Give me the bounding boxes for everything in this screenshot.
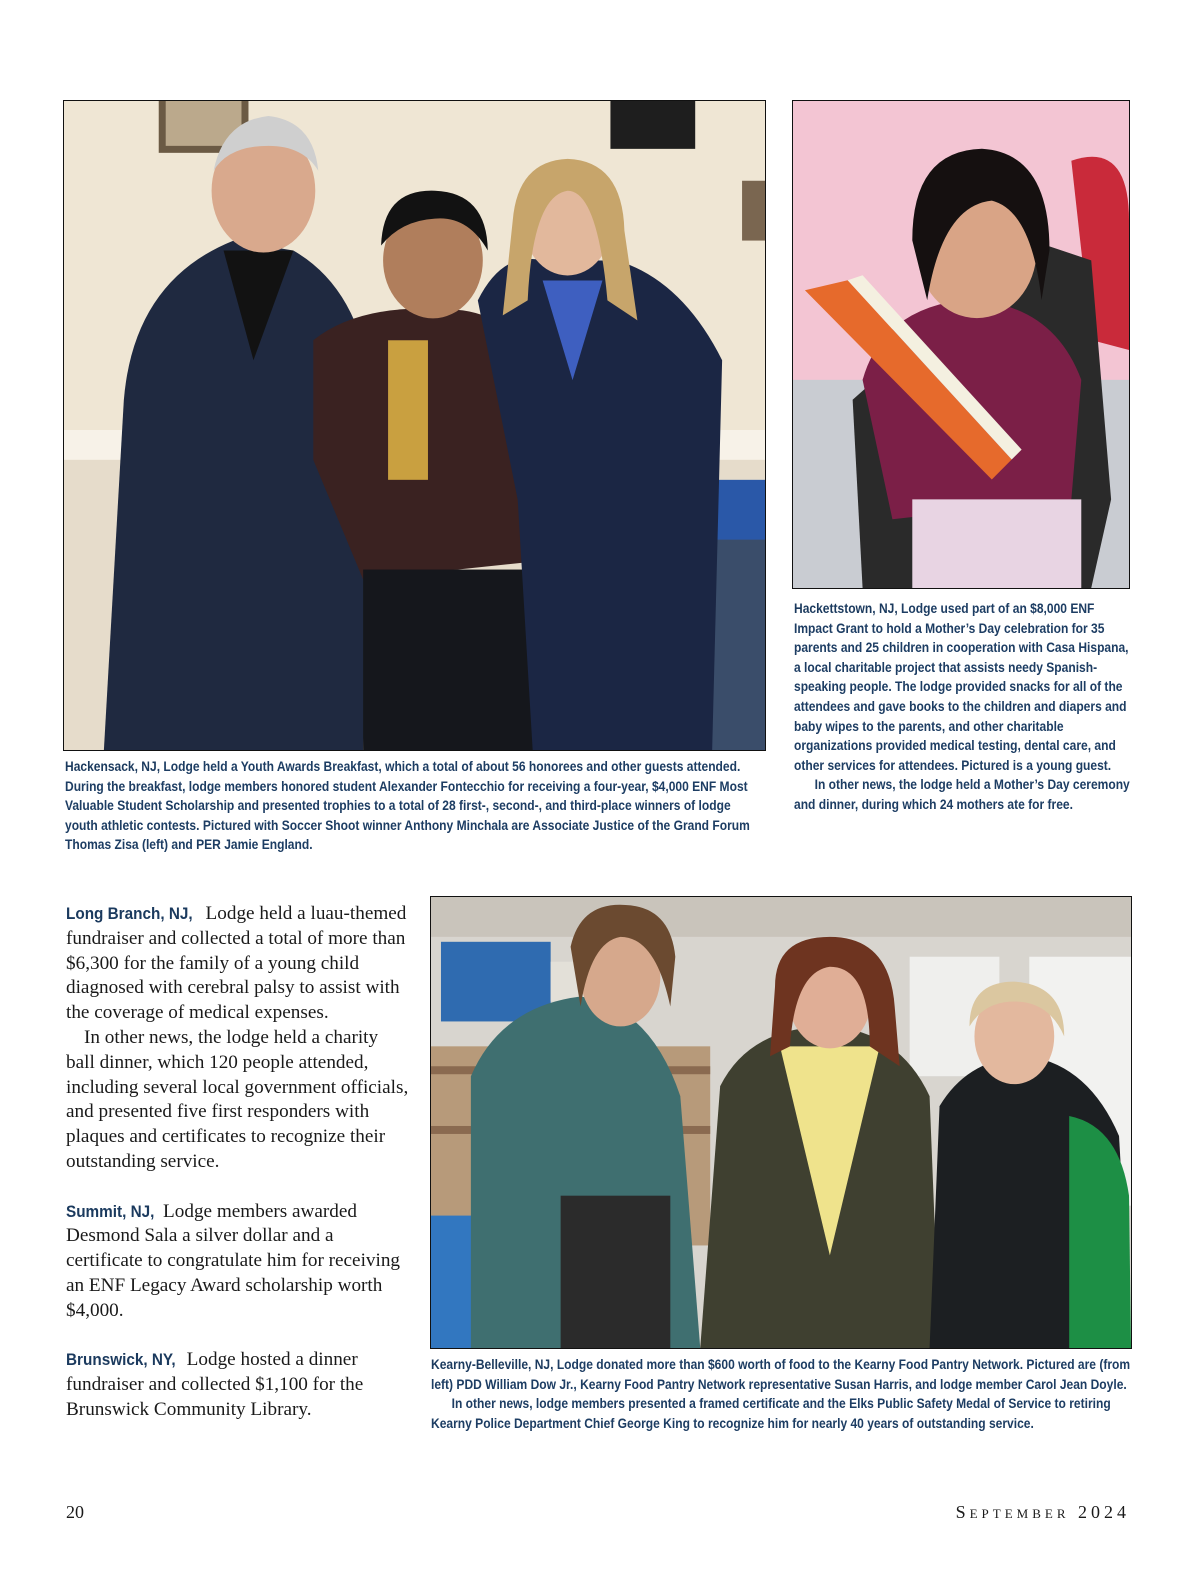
long-branch-article — [66, 902, 410, 1026]
hackensack-text: Lodge held a Youth Awards Breakfast, which a total of about 56 honorees and other guests attended. During the breakfast, lodge members honored student Alexander Fontecchio for receiving a four-year, $4,000 ENF Most Valuable Student Scholarship and presented trophies to a total of 28 first-, second-, and third-place winners of lodge youth athletic contests. Pictured with Soccer Shoot winner Anthony Minchala are Associate Justice of the Grand Forum Thomas Zisa (left) and PER Jamie England. — [65, 758, 750, 853]
brunswick-article — [66, 1348, 410, 1422]
kearny-text2: In other news, lodge members presented a framed certificate and the Elks Public Safety Medal of Service to retiring Kearny Police Department Chief George King to recognize him for nearly 40 years of outstanding service. — [431, 1395, 1111, 1431]
brunswick-text: Lodge hosted a dinner fundraiser and collected $1,100 for the Brunswick Community Library. — [66, 1349, 364, 1420]
issue-date: September 2024 — [955, 1502, 1130, 1522]
body-column — [66, 902, 410, 1423]
kearny-photo-art — [431, 897, 1131, 1348]
hackettstown-photo — [792, 100, 1130, 589]
summit-text: Lodge members awarded Desmond Sala a silver dollar and a certificate to congratulate him for receiving an ENF Legacy Award scholarship worth $4,000. — [66, 1200, 401, 1321]
long-branch-text: Lodge held a luau-themed fundraiser and collected a total of more than $6,300 for the family of a young child diagnosed with cerebral palsy to assist with the coverage of medical expenses. — [66, 903, 407, 1024]
long-branch-text2: In other news, the lodge held a charity ball dinner, which 120 people attended, including several local government officials, and presented five first responders with plaques and certificates to recognize their outstanding service. — [66, 1026, 409, 1172]
hackettstown-photo-art — [793, 101, 1129, 588]
summit-location: Summit, NJ, — [66, 1201, 155, 1221]
kearny-photo — [430, 896, 1132, 1349]
hackensack-caption — [65, 757, 763, 855]
hackettstown-text: Lodge used part of an $8,000 ENF Impact Grant to hold a Mother’s Day celebration for 35 parents and 25 children in cooperation with Casa Hispana, a local charitable project that assists needy Spanish-speaking people. The lodge provided snacks for all of the attendees and gave books to the children and diapers and baby wipes to the parents, and other charitable organizations provided medical testing, dental care, and other services for attendees. Pictured is a young guest. — [794, 600, 1129, 773]
kearny-location: Kearny-Belleville, NJ, — [431, 1356, 554, 1372]
brunswick-location: Brunswick, NY, — [66, 1350, 176, 1370]
page-number: 20 — [66, 1502, 84, 1522]
summit-article — [66, 1200, 410, 1324]
hackettstown-location: Hackettstown, NJ, — [794, 600, 898, 616]
hackensack-photo — [63, 100, 766, 751]
hackettstown-caption — [794, 599, 1131, 815]
hackettstown-text2: In other news, the lodge held a Mother’s Day ceremony and dinner, during which 24 mothers ate for free. — [794, 776, 1130, 812]
kearny-text: Lodge donated more than $600 worth of food to the Kearny Food Pantry Network. Pictured are (from left) PDD William Dow Jr., Kearny Food Pantry Network representative Susan Harris, and lodge member Carol Jean Doyle. — [431, 1356, 1131, 1392]
kearny-caption — [431, 1355, 1134, 1433]
hackensack-location: Hackensack, NJ, — [65, 758, 161, 774]
long-branch-location: Long Branch, NJ, — [66, 904, 193, 923]
hackensack-photo-art — [64, 101, 765, 750]
